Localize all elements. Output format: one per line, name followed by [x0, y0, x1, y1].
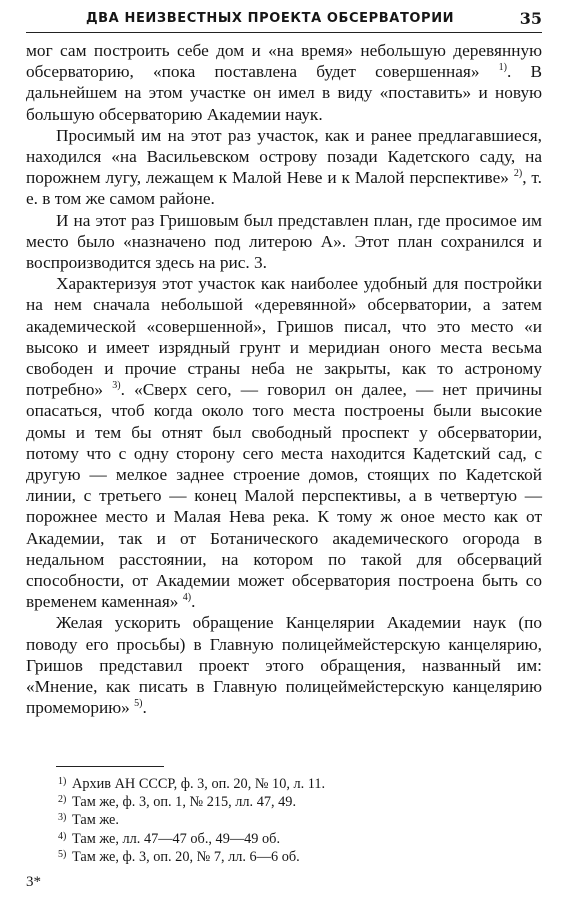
- paragraph: [26, 125, 542, 210]
- paragraph: [26, 210, 542, 274]
- footnote: [58, 810, 518, 828]
- running-title: ДВА НЕИЗВЕСТНЫХ ПРОЕКТА ОБСЕРВАТОРИИ: [86, 11, 455, 26]
- footnote-text: Архив АН СССР, ф. 3, оп. 20, № 10, л. 11.: [72, 776, 326, 792]
- footnote-number: 5): [58, 848, 67, 860]
- text-run: .: [191, 592, 196, 612]
- paragraph: [26, 612, 542, 718]
- footnotes: [58, 774, 518, 865]
- text-run: мог сам построить себе дом и «на время» небольшую деревянную обсерваторию, «пока поставлена будет совершенная»: [26, 41, 542, 82]
- text-run: И на этот раз Гришовым был представлен план, где просимое им место было «назначено под литерою А». Этот план сохранился и воспроизводится здесь на рис. 3.: [26, 210, 542, 273]
- footnote-number: 1): [58, 776, 67, 787]
- footnote-ref: 1): [498, 62, 507, 74]
- footnote: [58, 829, 518, 847]
- body-text: [26, 40, 542, 719]
- text-run: Характеризуя этот участок как наиболее удобный для постройки на нем сначала небольшой «деревянной» обсерватории, а затем академической «совершенной», Гришов писал, что это место «и высоко и имеет изрядный грунт и меридиан оного места весьма свободен и прочие страны неба не закрыты, как то астроному потребно»: [26, 274, 542, 400]
- footnote-separator: [56, 766, 164, 767]
- footnote-number: 3): [58, 812, 67, 824]
- text-run: .: [142, 698, 147, 718]
- text-run: Просимый им на этот раз участок, как и ранее предлагавшиеся, находился «на Васильевском острову позади Кадетского саду, на порожнем лугу, лежащем к Малой Неве и к Малой перспективе»: [26, 125, 542, 188]
- footnote: [58, 774, 518, 792]
- footnote-ref: 3): [112, 380, 121, 392]
- footnote-ref: 4): [182, 592, 192, 604]
- footnote: [58, 847, 518, 865]
- footnote-number: 2): [58, 794, 67, 806]
- footnote-text: Там же, лл. 47—47 об., 49—49 об.: [72, 830, 281, 847]
- footnote-text: Там же.: [72, 812, 119, 829]
- running-header: [26, 8, 542, 33]
- footnote: [58, 792, 518, 810]
- footnote-number: 4): [58, 830, 67, 842]
- footnote-ref: 2): [513, 168, 523, 180]
- footnote-text: Там же, ф. 3, оп. 1, № 215, лл. 47, 49.: [72, 794, 297, 811]
- paragraph: [26, 273, 542, 612]
- text-run: Желая ускорить обращение Канцелярии Академии наук (по поводу его просьбы) в Главную полицеймейстерскую канцелярию, Гришов представил проект этого обращения, названный им: «Мнение, как писать в Главную полицеймейстерскую канцелярию промеморию»: [26, 613, 542, 718]
- paragraph: [26, 40, 542, 125]
- text-run: . «Сверх сего, — говорил он далее, — нет причины опасаться, чтоб когда около того места построены были высокие домы и тем бы отнят был свободный проспект у обсерватории, потому что с одну сторону сего места находится Кадетский сад, с другую — мелкое заднее строение домов, стоящих по Кадетской линии, с третьего — конец Малой перспективы, а в четвертую — порожнее место и Малая Нева река. К тому ж оное место как от Академии, так и от Ботанического академического огорода в недальном расстоянии, на котором по такой для обсерваций способности, от Академии может обсерватория построена быть со временем каменная»: [26, 380, 542, 612]
- footnote-ref: 5): [134, 698, 143, 710]
- signature-mark: 3*: [26, 874, 41, 890]
- text-run: , т. е. в том же самом районе.: [26, 168, 542, 209]
- text-run: . В дальнейшем на этом участке он имел в виду «поставить» и новую большую обсерваторию Академии наук.: [26, 62, 543, 124]
- footnote-text: Там же, ф. 3, оп. 20, № 7, лл. 6—6 об.: [72, 848, 300, 865]
- page-number: 35: [519, 9, 542, 28]
